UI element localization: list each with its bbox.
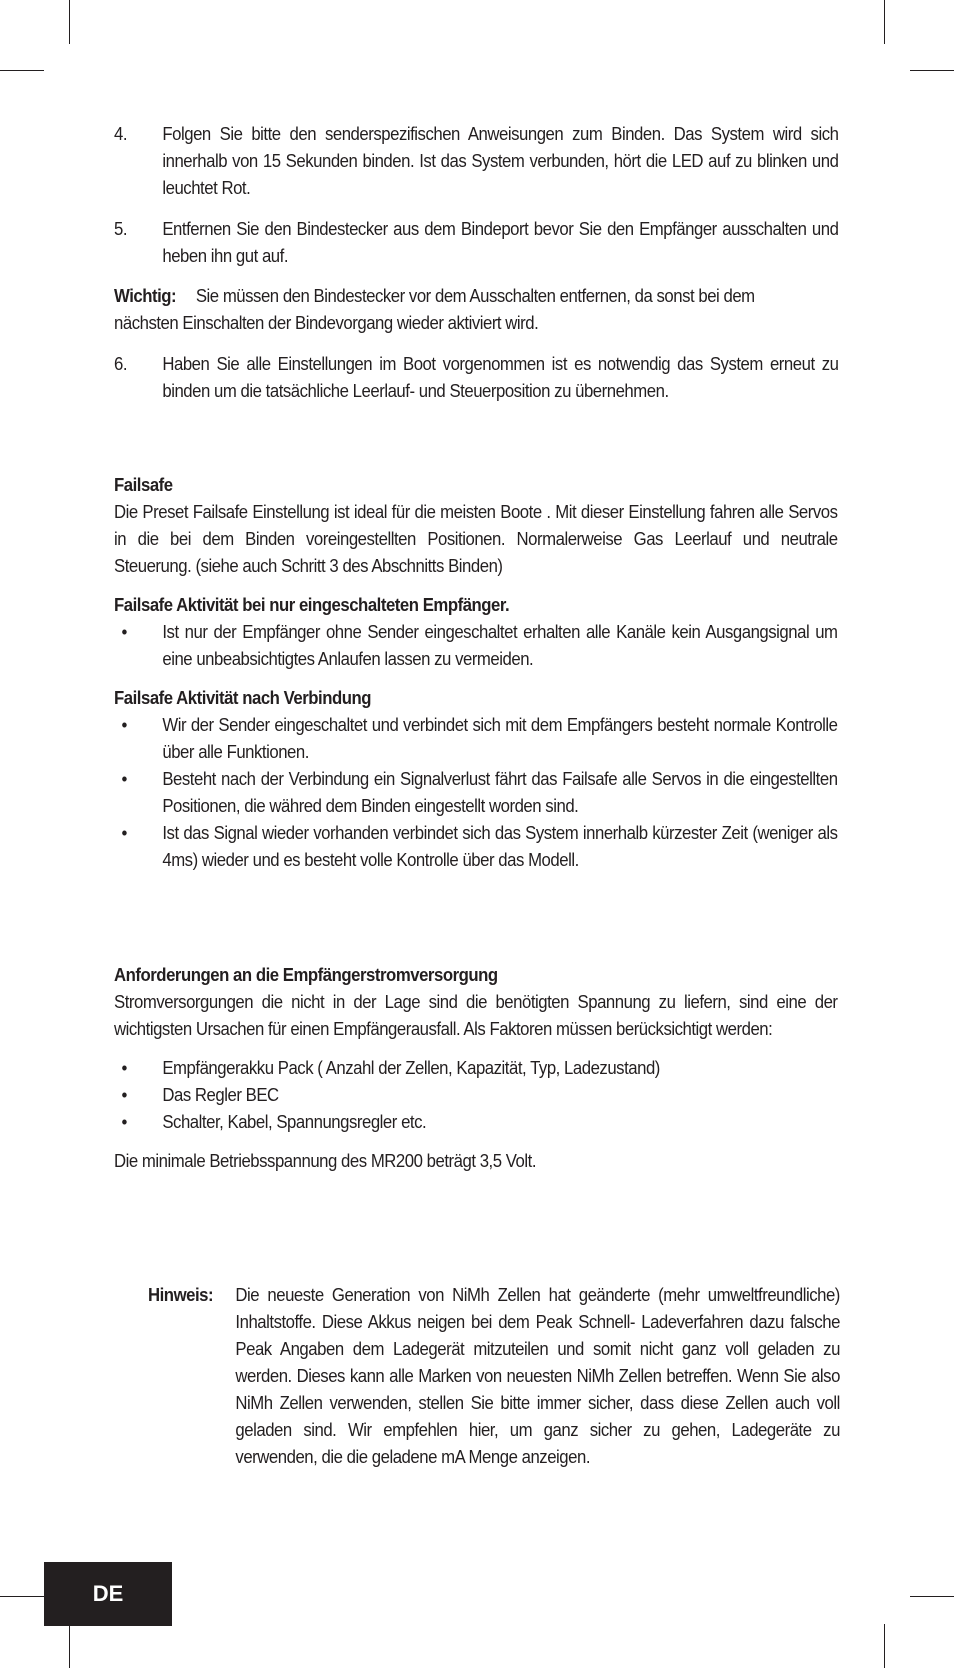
failsafe-receiver-only-heading: Failsafe Aktivität bei nur eingeschalteten Empfänger.: [114, 595, 510, 615]
failsafe-after-bind-heading: Failsafe Aktivität nach Verbindung: [114, 688, 372, 708]
step-text: Entfernen Sie den Bindestecker aus dem Bindeport bevor Sie den Empfänger ausschalten und heben ihn gut auf.: [162, 219, 839, 266]
step-number: 4.: [114, 124, 128, 144]
hint-note: [148, 1282, 840, 1471]
crop-mark: [69, 1624, 70, 1668]
list-item: [114, 820, 838, 874]
list-item-text: Empfängerakku Pack ( Anzahl der Zellen, Kapazität, Typ, Ladezustand): [162, 1058, 660, 1078]
crop-mark: [0, 1596, 44, 1597]
min-voltage-text: Die minimale Betriebsspannung des MR200 beträgt 3,5 Volt.: [114, 1151, 537, 1171]
power-intro: Stromversorgungen die nicht in der Lage sind die benötigten Spannung zu liefern, sind eine der wichtigsten Ursachen für einen Empfängerausfall. Als Faktoren müssen berücksichtigt werden:: [114, 992, 838, 1039]
list-item-text: Schalter, Kabel, Spannungsregler etc.: [162, 1112, 427, 1132]
step-number: 5.: [114, 219, 128, 239]
language-tab: DE: [44, 1562, 172, 1626]
bullet-icon: •: [121, 715, 127, 735]
list-item: [114, 712, 838, 766]
list-item: [114, 766, 838, 820]
bullet-icon: •: [121, 769, 127, 789]
failsafe-intro: Die Preset Failsafe Einstellung ist ideal für die meisten Boote . Mit dieser Einstellung fahren alle Servos in die bei dem Binden voreingestellten Positionen. Normalerweise Gas Leerlauf und neutrale Steuerung. (siehe auch Schritt 3 des Abschnitts Binden): [114, 502, 838, 576]
list-item: [114, 619, 838, 673]
step-text: Haben Sie alle Einstellungen im Boot vorgenommen ist es notwendig das System erneut zu binden um die tatsächliche Leerlauf- und Steuerposition zu übernehmen.: [162, 354, 839, 401]
crop-mark: [69, 0, 70, 44]
crop-mark: [884, 0, 885, 44]
power-title: Anforderungen an die Empfängerstromversorgung: [114, 965, 498, 985]
important-note: [114, 283, 821, 337]
bullet-icon: •: [121, 622, 127, 642]
list-item-text: Ist das Signal wieder vorhanden verbindet sich das System innerhalb kürzester Zeit (weniger als 4ms) wieder und es besteht volle Kontrolle über das Modell.: [162, 823, 838, 870]
crop-mark: [910, 70, 954, 71]
step-number: 6.: [114, 354, 128, 374]
failsafe-section: [114, 472, 838, 874]
list-item-text: Das Regler BEC: [162, 1085, 279, 1105]
bullet-icon: •: [121, 1085, 127, 1105]
bullet-icon: •: [121, 823, 127, 843]
list-item: [114, 1109, 838, 1136]
document-page: [114, 0, 840, 1668]
list-item-text: Ist nur der Empfänger ohne Sender eingeschaltet erhalten alle Kanäle kein Ausgangsignal um eine unbeabsichtigtes Anlaufen lassen zu vermeiden.: [162, 622, 838, 669]
power-section: [114, 962, 838, 1175]
list-item-text: Wir der Sender eingeschaltet und verbindet sich mit dem Empfängers besteht normale Kontrolle über alle Funktionen.: [162, 715, 838, 762]
hint-text: Die neueste Generation von NiMh Zellen hat geänderte (mehr umweltfreundliche) Inhaltstoffe. Diese Akkus neigen bei dem Peak Schnell- Ladeverfahren dazu falsche Peak Angaben dem Ladegerät mitzuteilen und somit nicht ganz voll geladen zu werden. Dieses kann alle Marken von neuesten NiMh Zellen betreffen. Wenn Sie also NiMh Zellen verwenden, stellen Sie bitte immer sicher, dass diese Zellen auch voll geladen sind. Wir empfehlen hier, um ganz sicher zu gehen, Ladegeräte zu verwenden, die die geladene mA Menge anzeigen.: [235, 1285, 840, 1467]
failsafe-title: Failsafe: [114, 475, 173, 495]
bullet-icon: •: [121, 1058, 127, 1078]
list-item: [114, 1055, 838, 1082]
important-text: Sie müssen den Bindestecker vor dem Ausschalten entfernen, da sonst bei dem nächsten Einschalten der Bindevorgang wieder aktiviert wird.: [114, 286, 755, 333]
step-text: Folgen Sie bitte den senderspezifischen Anweisungen zum Binden. Das System wird sich innerhalb von 15 Sekunden binden. Ist das System verbunden, hört die LED auf zu blinken und leuchtet Rot.: [162, 124, 839, 198]
list-item: [114, 1082, 838, 1109]
crop-mark: [0, 70, 44, 71]
bullet-icon: •: [121, 1112, 127, 1132]
list-item-text: Besteht nach der Verbindung ein Signalverlust fährt das Failsafe alle Servos in die eingestellten Positionen, die währed dem Binden eingestellt worden sind.: [162, 769, 838, 816]
crop-mark: [884, 1624, 885, 1668]
hint-label: Hinweis:: [148, 1285, 214, 1305]
important-label: Wichtig:: [114, 286, 177, 306]
crop-mark: [910, 1596, 954, 1597]
